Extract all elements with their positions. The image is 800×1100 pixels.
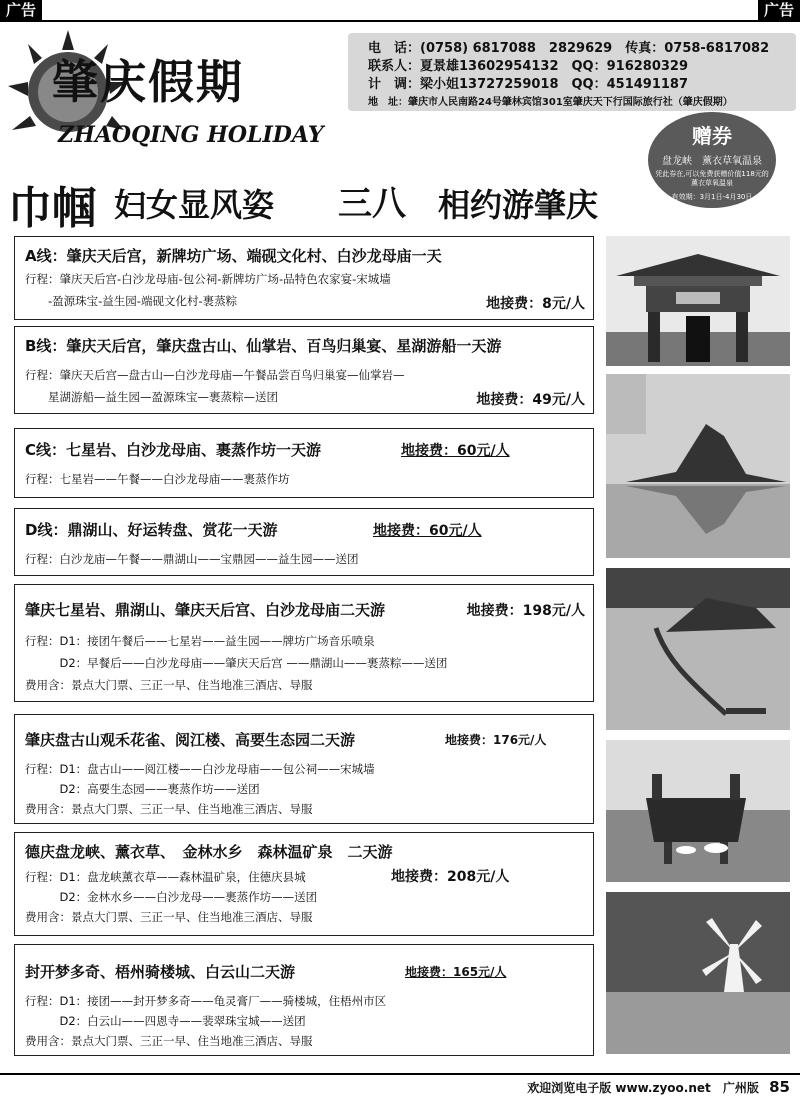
lake-bridge-photo [606, 568, 790, 730]
page-number: 85 [769, 1078, 790, 1096]
route-card-8 [14, 944, 594, 1056]
route-itinerary-line: D2：早餐后——白沙龙母庙——肇庆天后宫 ——鼎湖山——裹蒸粽——送团 [25, 656, 448, 670]
route-costs: 费用含：景点大门票、三正一早、住当地准三酒店、导服 [25, 678, 313, 692]
route-card-5 [14, 584, 594, 702]
contact-box [348, 33, 796, 111]
route-itinerary-line: 行程：肇庆天后宫—盘古山—白沙龙母庙—午餐品尝百鸟归巢宴—仙掌岩— [25, 368, 405, 382]
route-fee: 地接费：49元/人 [476, 392, 585, 408]
top-rule [0, 20, 800, 22]
ad-label-right: 广告 [758, 0, 800, 20]
coupon-line-1: 盘龙峡 薰衣草氧温泉 [662, 156, 762, 167]
route-card-c [14, 428, 594, 498]
footer-rule [0, 1073, 800, 1075]
contact-phone: 电 话：(0758) 6817088 2829629 传真：0758-6817082 [368, 41, 770, 56]
route-itinerary-line: D2：白云山——四恩寺——裴翠珠宝城——送团 [25, 1014, 306, 1028]
route-itinerary-line: 行程：D1：盘龙峡薰衣草——森林温矿泉，住德庆县城 [25, 870, 306, 884]
contact-address: 地 址：肇庆市人民南路24号肇林宾馆301室肇庆天下行国际旅行社（肇庆假期） [368, 97, 733, 108]
coupon-title: 赠券 [692, 124, 732, 148]
ad-label-left: 广告 [0, 0, 42, 20]
route-title: 德庆盘龙峡、薰衣草、 金林水乡 森林温矿泉 二天游 [25, 843, 393, 861]
brand-logo [8, 30, 338, 160]
route-title: C线：七星岩、白沙龙母庙、裹蒸作坊一天游 [25, 441, 322, 459]
footer-text: 欢迎浏览电子版 www.zyoo.net [527, 1081, 711, 1095]
route-title: D线：鼎湖山、好运转盘、赏花一天游 [25, 521, 278, 539]
coupon-validity: 有效期：3月1日-4月30日 [671, 193, 753, 201]
route-itinerary-line: D2：金林水乡——白沙龙母——裹蒸作坊——送团 [25, 890, 318, 904]
footer-edition: 广州版 [722, 1081, 759, 1095]
route-title: A线：肇庆天后宫，新牌坊广场、端砚文化村、白沙龙母庙一天 [25, 247, 442, 265]
route-fee: 地接费：176元/人 [445, 733, 547, 747]
route-card-d [14, 508, 594, 576]
route-fee: 地接费：8元/人 [486, 296, 585, 312]
slogan-part-1: 巾帼 [8, 183, 96, 234]
footer [527, 1078, 790, 1096]
slogan-part-3: 三八 [338, 184, 406, 224]
route-fee: 地接费：60元/人 [401, 443, 510, 459]
route-costs: 费用含：景点大门票、三正一早、住当地准三酒店、导服 [25, 910, 313, 924]
route-card-6 [14, 714, 594, 824]
route-costs: 费用含：景点大门票、三正一早、住当地准三酒店、导服 [25, 802, 313, 816]
route-fee: 地接费：60元/人 [373, 523, 482, 539]
route-costs: 费用含：景点大门票、三正一早、住当地准三酒店、导服 [25, 1034, 313, 1048]
route-itinerary-line: 行程：D1：接团午餐后——七星岩——益生园——牌坊广场音乐喷泉 [25, 634, 375, 648]
coupon-line-2: 凭此券在,可以免费获赠价值118元的薰衣草氧温泉 [655, 170, 769, 187]
route-title: 肇庆盘古山观禾花雀、阅江楼、高要生态园二天游 [25, 731, 356, 749]
brand-title: 肇庆假期 [52, 55, 244, 109]
slogan [8, 170, 648, 234]
temple-gate-photo [606, 236, 790, 366]
bronze-cauldron-photo [606, 740, 790, 882]
route-itinerary-line: 行程：肇庆天后宫-白沙龙母庙-包公祠-新牌坊广场-品特色农家宴-宋城墙 [25, 272, 391, 286]
slogan-part-4: 相约游肇庆 [438, 186, 599, 224]
route-itinerary-line: 行程：D1：盘古山——阅江楼——白沙龙母庙——包公祠——宋城墙 [25, 762, 375, 776]
route-itinerary-line: -盈源珠宝-益生园-端砚文化村-裹蒸粽 [25, 294, 238, 308]
route-card-b [14, 326, 594, 414]
windmill-field-photo [606, 892, 790, 1054]
lake-rock-photo [606, 374, 790, 558]
route-itinerary-line: 行程：D1：接团——封开梦多奇——龟灵膏厂——骑楼城，住梧州市区 [25, 994, 387, 1008]
route-fee: 地接费：165元/人 [405, 965, 507, 979]
contact-person-1: 联系人：夏景雄13602954132 QQ：916280329 [368, 59, 689, 74]
route-itinerary-line: 行程：七星岩——午餐——白沙龙母庙——裹蒸作坊 [25, 472, 290, 486]
route-fee: 地接费：208元/人 [391, 869, 510, 885]
coupon-badge [648, 112, 776, 208]
route-title: B线：肇庆天后宫，肇庆盘古山、仙掌岩、百鸟归巢宴、星湖游船一天游 [25, 337, 502, 355]
route-card-7 [14, 832, 594, 936]
slogan-part-2: 妇女显风姿 [114, 186, 275, 224]
contact-person-2: 计 调：梁小姐13727259018 QQ：451491187 [368, 77, 689, 92]
route-itinerary-line: 星湖游船—益生园—盈源珠宝—裹蒸粽—送团 [25, 390, 278, 404]
route-card-a [14, 236, 594, 320]
route-title: 肇庆七星岩、鼎湖山、肇庆天后宫、白沙龙母庙二天游 [25, 601, 386, 619]
route-title: 封开梦多奇、梧州骑楼城、白云山二天游 [25, 963, 296, 981]
brand-subtitle: ZHAOQING HOLIDAY [58, 122, 324, 148]
route-itinerary-line: 行程：白沙龙庙—午餐——鼎湖山——宝鼎园——益生园——送团 [25, 552, 359, 566]
route-itinerary-line: D2：高要生态园——裹蒸作坊——送团 [25, 782, 260, 796]
route-fee: 地接费：198元/人 [466, 603, 585, 619]
